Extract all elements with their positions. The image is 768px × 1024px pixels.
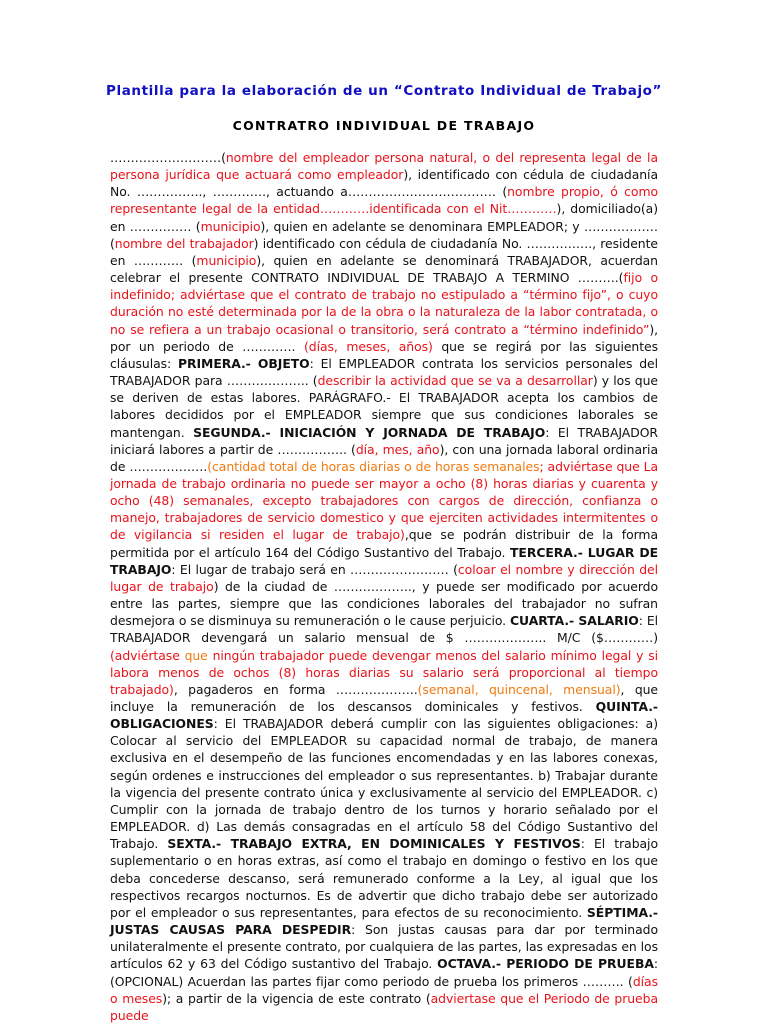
clause-heading: TERCERA.- LUGAR DE TRABAJO xyxy=(110,544,658,577)
body-text-segment: : El EMPLEADOR contrata los servicios personales del TRABAJADOR para ……………….. ( xyxy=(110,355,658,389)
body-text-segment: que se regirá por las siguientes cláusulas: xyxy=(110,338,658,371)
body-text-segment: ,que se podrán distribuir de la forma permitida por el artículo 164 del Código Sustantivo del Trabajo. xyxy=(110,527,658,560)
clause-heading: CUARTA.- SALARIO xyxy=(510,613,639,629)
placeholder-note: (adviértase xyxy=(110,647,185,663)
placeholder-note: día, mes, año xyxy=(355,441,440,457)
body-text-segment: , que incluye la remuneración de los descansos dominicales y festivos. xyxy=(110,681,659,714)
placeholder-note: municipio xyxy=(196,252,257,268)
clause-heading: QUINTA.- OBLIGACIONES xyxy=(110,699,658,732)
body-text-segment: : El TRABAJADOR deberá cumplir con las siguientes obligaciones: a) Colocar al servicio del EMPLEADOR su capacidad normal de trabajo, de manera exclusiva en el desempeño de las funciones encomendadas y en las labores conexas, según ordenes e instrucciones del empleador o sus representantes. b) Trabajar durante la vigencia del presente contrato única y exclusivamente al servicio del EMPLEADOR. c) Cumplir con la jornada de trabajo dentro de los turnos y horario señalado por el EMPLEADOR. d) Las demás consagradas en el artículo 58 del Código Sustantivo del Trabajo. xyxy=(110,716,658,852)
body-text-segment: ); a partir de la vigencia de este contrato ( xyxy=(162,990,431,1006)
body-text-segment: , pagaderos en forma ……………….. xyxy=(173,681,418,697)
body-text-segment: ), por un periodo de …………. xyxy=(110,321,658,354)
clause-heading: OCTAVA.- PERIODO DE PRUEBA xyxy=(437,956,654,972)
clause-heading: SEXTA.- TRABAJO EXTRA, EN DOMINICALES Y FESTIVOS xyxy=(167,836,581,852)
placeholder-note: nombre del empleador persona natural, o del representa legal de la persona jurídica que actuará como empleador xyxy=(110,150,658,183)
body-text-segment: ………………………( xyxy=(110,150,226,165)
body-text-segment: ), con una jornada laboral ordinaria de ………………. xyxy=(110,441,658,474)
placeholder-note: fijo o indefinido; adviértase que el contrato de trabajo no estipulado a “término fijo”, o cuyo duración no esté determinada por la de la obra o la naturaleza de la labor contratada, o no se refiera a un trabajo ocasional o transitorio, será contrato a “término indefinido” xyxy=(110,270,658,337)
body-text-segment: ) de la ciudad de ………………., y puede ser modificado por acuerdo entre las partes, siempre que las condiciones laborales del trabajador no sufran desmejora o se disminuya su remuneración o le cause perjuicio. xyxy=(110,578,658,629)
placeholder-option: (semanal, quincenal, mensual) xyxy=(417,681,621,697)
placeholder-note: nombre propio, ó como representante legal de la entidad…………identificada con el Nit………… xyxy=(110,184,658,217)
placeholder-note: coloar el nombre y dirección del lugar de trabajo xyxy=(110,561,658,594)
clause-heading: SEGUNDA.- INICIACIÓN Y JORNADA DE TRABAJO xyxy=(193,424,546,440)
placeholder-note: (días, meses, años) xyxy=(303,338,433,354)
body-text-segment: : (OPCIONAL) Acuerdan las partes fijar como periodo de prueba los primeros ………. ( xyxy=(110,956,659,989)
contract-heading: CONTRATRO INDIVIDUAL DE TRABAJO xyxy=(232,118,536,133)
placeholder-note: adviertase que el Periodo de prueba puede xyxy=(110,990,658,1023)
placeholder-option: que xyxy=(184,647,208,663)
placeholder-note: municipio xyxy=(200,218,261,234)
body-text-segment: : El lugar de trabajo será en …………………… ( xyxy=(171,561,458,577)
body-text-segment: ), domiciliado(a) en …………… ( xyxy=(110,201,658,234)
placeholder-note: nombre del trabajador xyxy=(114,235,254,251)
body-text-segment: : El TRABAJADOR devengará un salario mensual de $ ……………….. M/C ($…………) xyxy=(110,613,658,646)
body-text-segment: ), quien en adelante se denominara EMPLEADOR; y ……………… ( xyxy=(110,218,658,251)
document-title: Plantilla para la elaboración de un “Contrato Individual de Trabajo” xyxy=(105,83,663,99)
body-text-segment: : El trabajo suplementario o en horas extras, así como el trabajo en domingo o festivo en los que deba concederse descanso, será remunerado conforme a la Ley, al igual que los respectivos recargos nocturnos. Es de advertir que dicho trabajo debe ser autorizado por el empleador o sus representantes, para efectos de su reconocimiento. xyxy=(110,836,658,920)
body-text-segment: ), identificado con cédula de ciudadanía No. ……………., …………., actuando a……………………………… ( xyxy=(110,167,658,200)
contract-body xyxy=(110,149,658,1024)
clause-heading: SÉPTIMA.- JUSTAS CAUSAS PARA DESPEDIR xyxy=(110,904,658,938)
placeholder-note: describir la actividad que se va a desarrollar xyxy=(317,373,593,389)
body-text-segment: ), quien en adelante se denominará TRABAJADOR, acuerdan celebrar el presente CONTRATO INDIVIDUAL DE TRABAJO A TERMINO ……….( xyxy=(110,252,658,286)
body-text-segment: ) y los que se deriven de estas labores. PARÁGRAFO.- El TRABAJADOR acepta los cambios de labores decididos por el EMPLEADOR siempre que sus condiciones laborales se mantengan. xyxy=(110,373,658,440)
body-text-segment: : El TRABAJADOR iniciará labores a partir de …………….. ( xyxy=(110,424,658,457)
placeholder-option: (cantidad total de horas diarias o de horas semanales xyxy=(207,458,540,474)
body-text-segment: ) identificado con cédula de ciudadanía No. ……………., residente en ………… ( xyxy=(110,235,658,268)
placeholder-note: ningún trabajador puede devengar menos del salario mínimo legal y si labora menos de ochos (8) horas diarias su salario será proporcional al tiempo trabajado) xyxy=(110,647,658,697)
clause-heading: PRIMERA.- OBJETO xyxy=(177,355,310,371)
body-text-segment: : Son justas causas para dar por terminado unilateralmente el presente contrato, por cualquiera de las partes, las expresadas en los artículos 62 y 63 del Código sustantivo del Trabajo. xyxy=(110,922,658,972)
placeholder-note: días o meses xyxy=(110,973,658,1006)
placeholder-note: ; adviértase que La jornada de trabajo ordinaria no puede ser mayor a ocho (8) horas diarias y cuarenta y ocho (48) semanales, excepto trabajadores con cargos de dirección, confianza o manejo, trabajadores de servicio domestico y que ejerciten actividades intermitentes o de vigilancia si residen el lugar de trabajo) xyxy=(110,458,658,543)
